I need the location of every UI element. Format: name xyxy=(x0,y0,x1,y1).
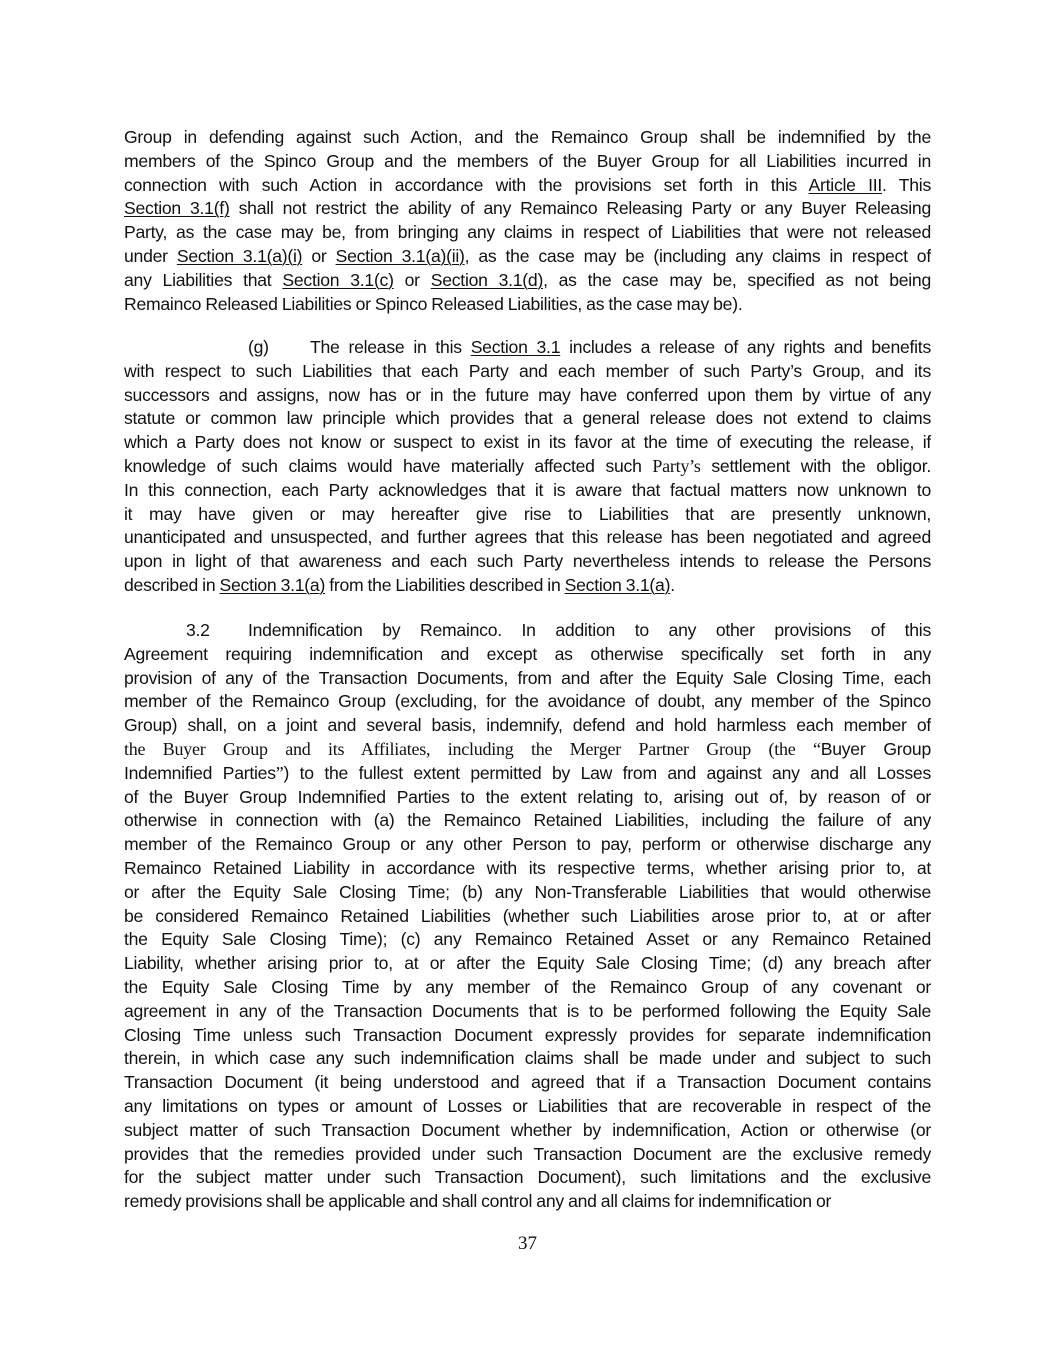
text-run: members of the Spinco Group and the members of the Buyer Group for all Liabilities incurred in xyxy=(124,150,931,171)
text-line xyxy=(124,809,931,833)
text-line xyxy=(124,762,931,786)
text-line xyxy=(124,667,931,691)
text-line xyxy=(124,1166,931,1190)
text-run: . This xyxy=(882,174,931,195)
text-line xyxy=(124,126,931,150)
text-run: any Liabilities that xyxy=(124,269,283,290)
text-line xyxy=(124,786,931,810)
text-run: , as the case may be (including any claims in respect of xyxy=(464,245,931,266)
text-line xyxy=(124,384,931,408)
text-line xyxy=(124,479,931,503)
text-line xyxy=(124,1190,931,1214)
text-line xyxy=(124,574,931,598)
text-line xyxy=(124,293,931,317)
text-run: Remainco Retained Liability in accordance with its respective terms, whether arising prior to, at xyxy=(124,857,931,878)
text-run: otherwise in connection with (a) the Remainco Retained Liabilities, including the failure of any xyxy=(124,810,931,831)
text-run: ) to the fullest extent permitted by Law from and against any and all Losses xyxy=(283,762,931,783)
cross-reference: Section 3.1(d) xyxy=(430,269,544,290)
text-line xyxy=(124,738,931,762)
cross-reference: Section 3.1 xyxy=(470,337,561,357)
cross-reference: Section 3.1(f) xyxy=(124,198,230,219)
page-number: 37 xyxy=(518,1233,537,1254)
text-line xyxy=(124,952,931,976)
text-line xyxy=(124,690,931,714)
text-run: Party, as the case may be, from bringing any claims in respect of Liabilities that were not released xyxy=(124,222,931,243)
text-line xyxy=(124,905,931,929)
text-run: therein, in which case any such indemnification claims shall be made under and subject to such xyxy=(124,1048,931,1069)
paragraph-number: 3.2 xyxy=(186,620,210,640)
text-run: provides that the remedies provided under such Transaction Document are the exclusive remedy xyxy=(124,1143,931,1164)
text-line xyxy=(124,245,931,269)
text-line xyxy=(124,1143,931,1167)
text-run: from the Liabilities described in xyxy=(325,574,565,595)
text-run: Liability, whether arising prior to, at or after the Equity Sale Closing Time; (d) any breach after xyxy=(124,953,931,974)
text-run: . xyxy=(670,574,675,595)
text-line xyxy=(124,197,931,221)
text-run: Group) shall, on a joint and several basis, indemnify, defend and hold harmless each member of xyxy=(124,715,931,736)
text-run: Remainco Released Liabilities or Spinco Released Liabilities, as the case may be). xyxy=(124,293,743,314)
text-run: Indemnification by Remainco. In addition to any other provisions of this xyxy=(248,620,931,640)
text-line xyxy=(124,431,931,455)
text-line xyxy=(124,1095,931,1119)
text-run: or after the Equity Sale Closing Time; (b) any Non-Transferable Liabilities that would otherwise xyxy=(124,881,931,902)
text-line xyxy=(124,174,931,198)
text-run: described in xyxy=(124,574,220,595)
text-run: it may have given or may hereafter give rise to Liabilities that are presently unknown, xyxy=(124,503,931,524)
text-run: the Equity Sale Closing Time by any member of the Remainco Group of any covenant or xyxy=(124,976,931,997)
text-line xyxy=(124,857,931,881)
text-run: Buyer Group xyxy=(820,738,931,759)
text-line xyxy=(124,643,931,667)
text-line xyxy=(124,1047,931,1071)
text-line xyxy=(124,550,931,574)
text-run: Closing Time unless such Transaction Document expressly provides for separate indemnification xyxy=(124,1024,931,1045)
text-run: which a Party does not know or suspect to exist in its favor at the time of executing the release, if xyxy=(124,432,931,453)
text-run: member of the Remainco Group (excluding, for the avoidance of doubt, any member of the Spinco xyxy=(124,691,931,712)
text-run: the Buyer Group and its Affiliates, including the Merger Partner Group (the “ xyxy=(124,738,821,759)
text-run: knowledge of such claims would have materially affected such xyxy=(124,455,653,476)
text-run: Group in defending against such Action, and the Remainco Group shall be indemnified by the xyxy=(124,127,931,147)
cross-reference: Section 3.1(a) xyxy=(219,574,326,595)
text-run: the Equity Sale Closing Time); (c) any Remainco Retained Asset or any Remainco Retained xyxy=(124,929,931,950)
text-run: Indemnified Parties xyxy=(124,762,276,783)
text-run: of the Buyer Group Indemnified Parties to the extent relating to, arising out of, by reason of or xyxy=(124,786,931,807)
text-run: includes a release of any rights and benefits xyxy=(560,337,931,357)
text-run: subject matter of such Transaction Document whether by indemnification, Action or otherwise (or xyxy=(124,1119,931,1140)
text-line xyxy=(124,619,931,643)
text-run: connection with such Action in accordance with the provisions set forth in this xyxy=(124,174,809,195)
paragraph-number: (g) xyxy=(248,337,269,357)
text-run: any limitations on types or amount of Losses or Liabilities that are recoverable in respect of the xyxy=(124,1095,931,1116)
text-run: or xyxy=(393,269,431,290)
text-run: agreement in any of the Transaction Documents that is to be performed following the Equity Sale xyxy=(124,1000,931,1021)
text-line xyxy=(124,455,931,479)
text-line xyxy=(124,407,931,431)
text-line xyxy=(124,1024,931,1048)
text-line xyxy=(124,526,931,550)
text-run: for the subject matter under such Transaction Document), such limitations and the exclusive xyxy=(124,1167,931,1188)
text-run: Party’s xyxy=(652,455,701,476)
text-run: The release in this xyxy=(310,337,471,357)
text-run: be considered Remainco Retained Liabilities (whether such Liabilities arose prior to, at or after xyxy=(124,905,931,926)
text-run: Transaction Document (it being understood and agreed that if a Transaction Document contains xyxy=(124,1072,931,1093)
text-run: or xyxy=(302,245,336,266)
text-run: settlement with the obligor. xyxy=(700,455,931,476)
text-line xyxy=(124,833,931,857)
text-line xyxy=(124,221,931,245)
text-run: , as the case may be, specified as not being xyxy=(543,269,931,290)
text-line xyxy=(124,150,931,174)
cross-reference: Article III xyxy=(808,174,883,195)
text-line xyxy=(124,336,931,360)
text-run: In this connection, each Party acknowledges that it is aware that factual matters now unknown to xyxy=(124,479,931,500)
text-line xyxy=(124,503,931,527)
text-line xyxy=(124,1119,931,1143)
paragraph-3-1-g xyxy=(124,336,931,598)
cross-reference: Section 3.1(a) xyxy=(564,574,671,595)
text-run: upon in light of that awareness and each such Party nevertheless intends to release the Persons xyxy=(124,551,931,572)
text-line xyxy=(124,976,931,1000)
cross-reference: Section 3.1(c) xyxy=(282,269,394,290)
text-run: statute or common law principle which provides that a general release does not extend to claims xyxy=(124,408,931,429)
text-run: remedy provisions shall be applicable and shall control any and all claims for indemnification or xyxy=(124,1191,832,1212)
text-run: successors and assigns, now has or in the future may have conferred upon them by virtue of any xyxy=(124,384,931,405)
section-3-2-indemnification-by-remainco xyxy=(124,619,931,1214)
text-run: unanticipated and unsuspected, and further agrees that this release has been negotiated and agreed xyxy=(124,527,931,548)
text-line xyxy=(124,1000,931,1024)
text-run: with respect to such Liabilities that each Party and each member of such Party’s Group, and its xyxy=(124,360,931,381)
text-line xyxy=(124,881,931,905)
text-run: member of the Remainco Group or any other Person to pay, perform or otherwise discharge any xyxy=(124,834,931,855)
text-run: Agreement requiring indemnification and except as otherwise specifically set forth in any xyxy=(124,643,931,664)
text-line xyxy=(124,1071,931,1095)
text-line xyxy=(124,928,931,952)
text-run: under xyxy=(124,245,177,266)
cross-reference: Section 3.1(a)(ii) xyxy=(335,245,465,266)
paragraph-3-1-f-continuation xyxy=(124,126,931,316)
text-line xyxy=(124,714,931,738)
cross-reference: Section 3.1(a)(i) xyxy=(176,245,303,266)
text-run: shall not restrict the ability of any Remainco Releasing Party or any Buyer Releasing xyxy=(229,198,931,219)
text-run: ” xyxy=(275,762,284,783)
text-line xyxy=(124,360,931,384)
text-run: provision of any of the Transaction Documents, from and after the Equity Sale Closing Time, each xyxy=(124,667,931,688)
text-line xyxy=(124,269,931,293)
